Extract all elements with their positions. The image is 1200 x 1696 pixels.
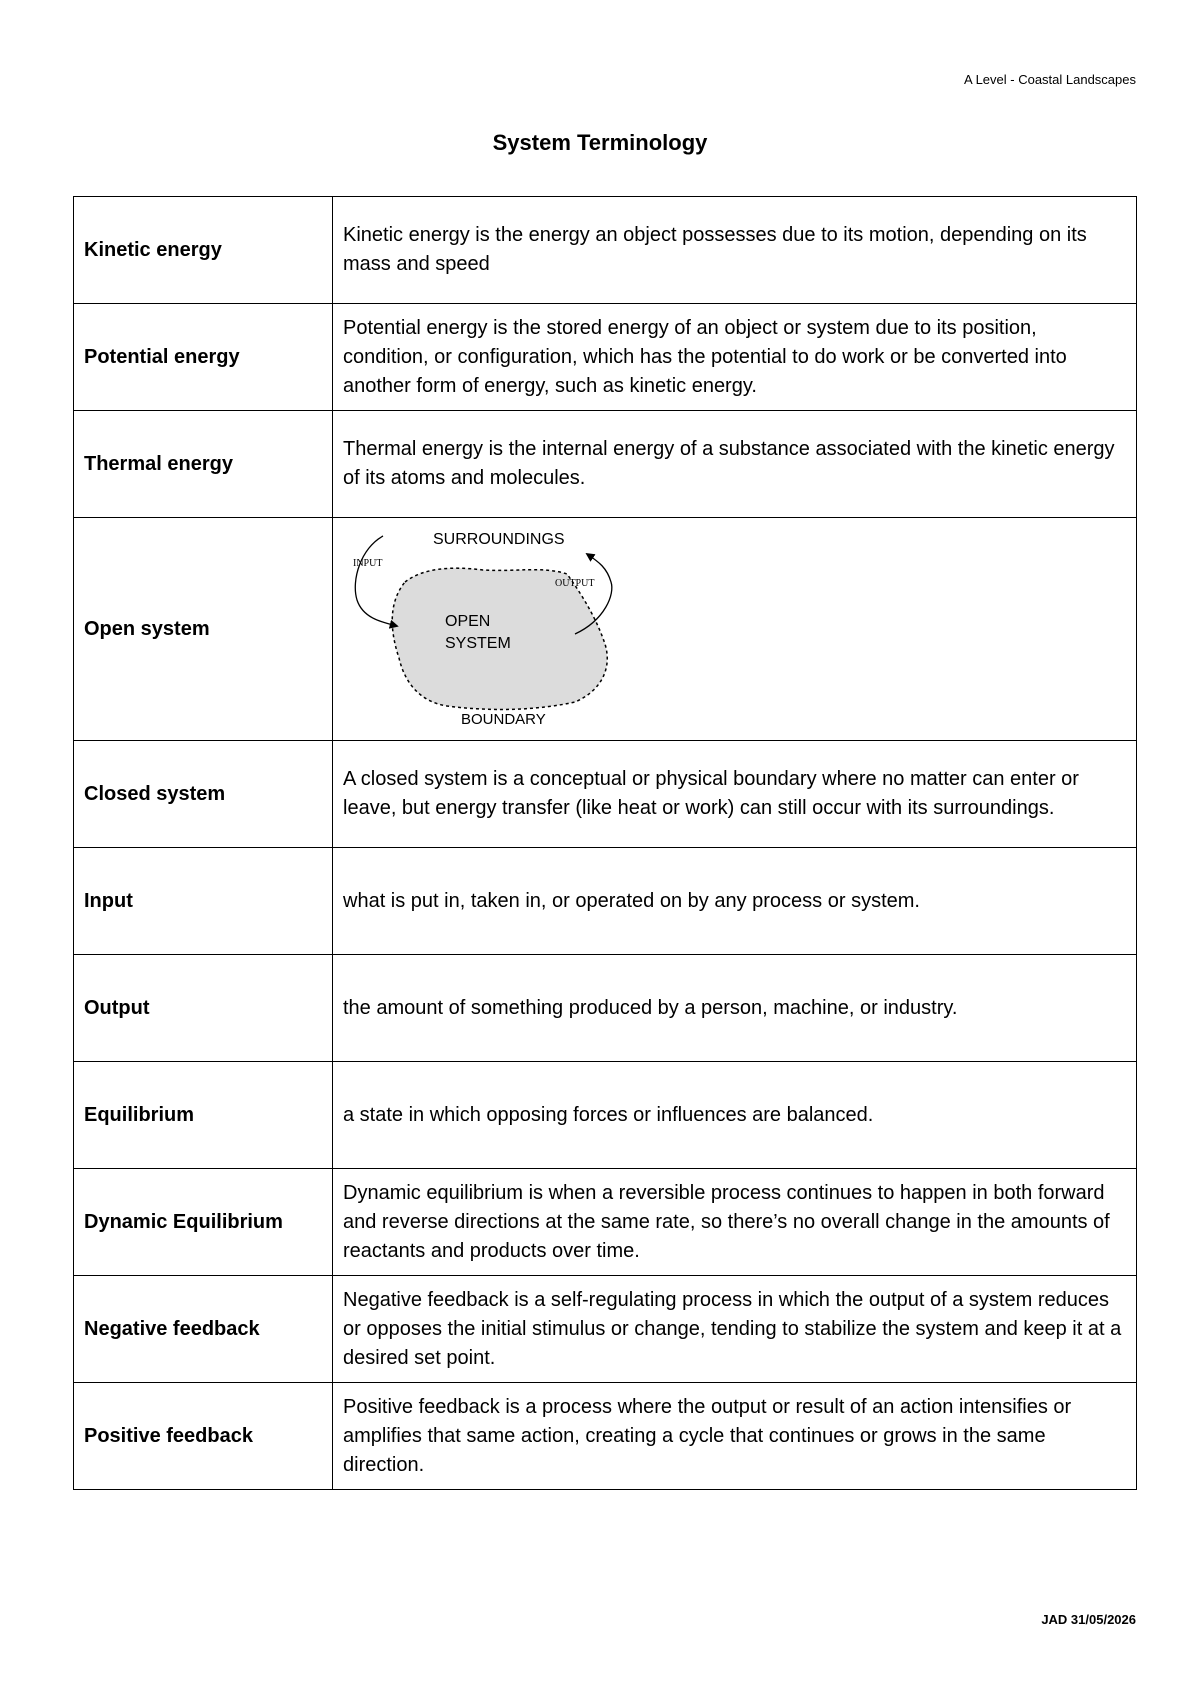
- table-row: [74, 1276, 1137, 1383]
- term-cell: Open system: [74, 518, 333, 741]
- term-cell: Potential energy: [74, 304, 333, 411]
- table-row: [74, 955, 1137, 1062]
- table-row: [74, 411, 1137, 518]
- definition-cell: a state in which opposing forces or influences are balanced.: [333, 1062, 1137, 1169]
- input-arrow: [355, 536, 397, 626]
- open-system-diagram-cell: [333, 518, 1137, 741]
- term-cell: Closed system: [74, 741, 333, 848]
- definition-cell: Dynamic equilibrium is when a reversible process continues to happen in both forward and reverse directions at the same rate, so there’s no overall change in the amounts of reactants and products over time.: [333, 1169, 1137, 1276]
- output-label: OUTPUT: [555, 578, 595, 589]
- system-label-line1: OPEN: [445, 613, 491, 630]
- definition-cell: Positive feedback is a process where the output or result of an action intensifies or amplifies that same action, creating a cycle that continues or grows in the same direction.: [333, 1383, 1137, 1490]
- definition-cell: what is put in, taken in, or operated on by any process or system.: [333, 848, 1137, 955]
- system-label-line2: SYSTEM: [445, 635, 511, 652]
- term-cell: Negative feedback: [74, 1276, 333, 1383]
- term-cell: Input: [74, 848, 333, 955]
- definition-cell: A closed system is a conceptual or physical boundary where no matter can enter or leave, but energy transfer (like heat or work) can still occur with its surroundings.: [333, 741, 1137, 848]
- page-title: System Terminology: [492, 130, 708, 155]
- term-cell: Output: [74, 955, 333, 1062]
- term-cell: Dynamic Equilibrium: [74, 1169, 333, 1276]
- table-row: [74, 1383, 1137, 1490]
- term-cell: Kinetic energy: [74, 197, 333, 304]
- table-row: [74, 1169, 1137, 1276]
- table-row: [74, 197, 1137, 304]
- definition-cell: Potential energy is the stored energy of an object or system due to its position, condition, or configuration, which has the potential to do work or be converted into another form of energy, such as kinetic energy.: [333, 304, 1137, 411]
- definition-cell: Kinetic energy is the energy an object possesses due to its motion, depending on its mass and speed: [333, 197, 1137, 304]
- table-row: [74, 848, 1137, 955]
- table-row: [74, 518, 1137, 741]
- course-header: A Level - Coastal Landscapes: [964, 72, 1136, 87]
- boundary-label: BOUNDARY: [461, 711, 546, 728]
- open-system-diagram: [343, 524, 633, 734]
- table-row: [74, 741, 1137, 848]
- term-cell: Equilibrium: [74, 1062, 333, 1169]
- term-cell: Positive feedback: [74, 1383, 333, 1490]
- definition-cell: Negative feedback is a self-regulating process in which the output of a system reduces or opposes the initial stimulus or change, tending to stabilize the system and keep it at a desired set point.: [333, 1276, 1137, 1383]
- table-row: [74, 1062, 1137, 1169]
- definition-cell: Thermal energy is the internal energy of a substance associated with the kinetic energy of its atoms and molecules.: [333, 411, 1137, 518]
- table-row: [74, 304, 1137, 411]
- definition-cell: the amount of something produced by a person, machine, or industry.: [333, 955, 1137, 1062]
- input-label: INPUT: [353, 558, 383, 569]
- term-cell: Thermal energy: [74, 411, 333, 518]
- terminology-table: [73, 196, 1137, 1490]
- footer-stamp: JAD 31/05/2026: [1041, 1612, 1136, 1627]
- surroundings-label: SURROUNDINGS: [433, 531, 565, 548]
